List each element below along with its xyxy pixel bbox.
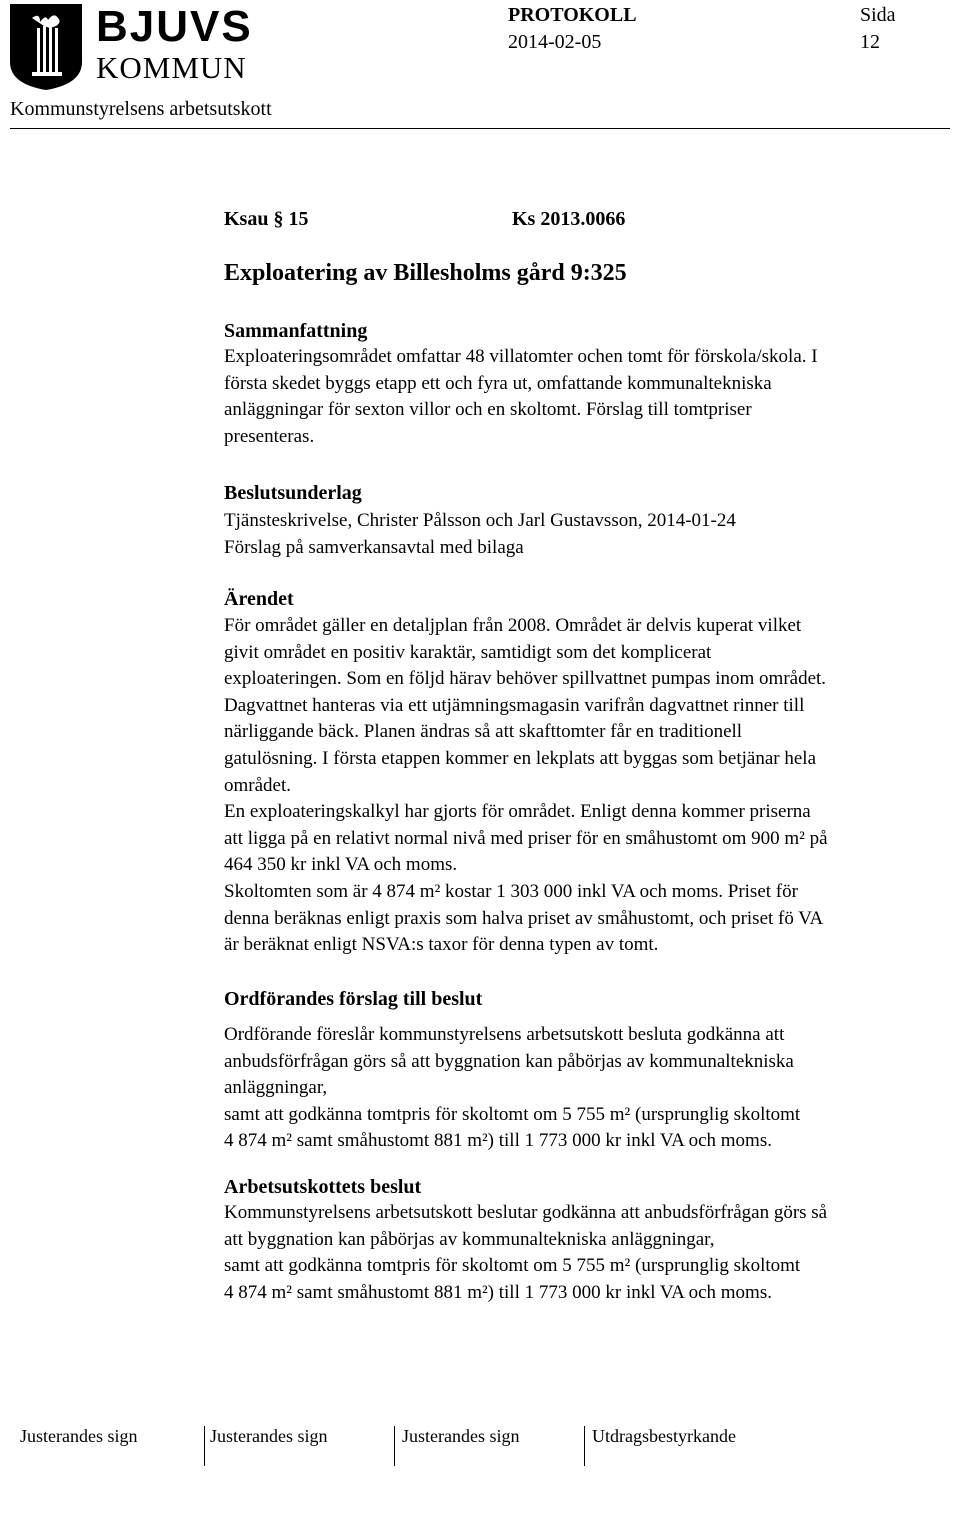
beslutsunderlag-heading: Beslutsunderlag [224, 482, 362, 504]
beslut-text [224, 1200, 827, 1306]
logo-wordmark-kommun: KOMMUN [96, 50, 247, 85]
ksau-reference: Ksau § 15 [224, 208, 309, 230]
text-line: 4 874 m² samt småhustomt 881 m²) till 1 773 000 kr inkl VA och moms. [224, 1281, 772, 1303]
signature-divider [204, 1426, 205, 1466]
text-line: första skedet byggs etapp ett och fyra ut, omfattande kommunaltekniska [224, 372, 772, 394]
beslutsunderlag-text [224, 508, 736, 561]
bjuvs-kommun-logo [10, 4, 255, 90]
text-line: gatulösning. I första etappen kommer en lekplats att byggas som betjänar hela [224, 747, 816, 769]
sammanfattning-heading: Sammanfattning [224, 320, 368, 342]
text-line: Kommunstyrelsens arbetsutskott beslutar godkänna att anbudsförfrågan görs så [224, 1202, 828, 1223]
text-line: givit området en positiv karaktär, samtidigt som det komplicerat [224, 641, 712, 663]
text-line: exploateringen. Som en följd härav behöver spillvattnet pumpas inom området. [224, 668, 827, 690]
committee-name: Kommunstyrelsens arbetsutskott [10, 98, 272, 120]
text-line: området. [224, 774, 292, 796]
beslut-heading: Arbetsutskottets beslut [224, 1176, 422, 1198]
text-line: Exploateringsområdet omfattar 48 villatomter ochen tomt för förskola/skola. I [224, 346, 818, 367]
text-line: Tjänsteskrivelse, Christer Pålsson och Jarl Gustavsson, 2014-01-24 [224, 510, 736, 531]
document-date: 2014-02-05 [508, 31, 602, 53]
text-line: 464 350 kr inkl VA och moms. [224, 854, 458, 876]
text-line: En exploateringskalkyl har gjorts för området. Enligt denna kommer priserna [224, 801, 811, 823]
logo-wordmark-bjuvs: BJUVS [96, 2, 253, 51]
header-divider [10, 128, 950, 129]
text-line: denna beräknas enligt praxis som halva priset av småhustomt, och priset fö VA [224, 907, 824, 929]
page-label: Sida [860, 4, 896, 26]
arendet-text [224, 613, 828, 959]
signature-divider [394, 1426, 395, 1466]
text-line: Skoltomten som är 4 874 m² kostar 1 303 000 inkl VA och moms. Priset för [224, 880, 798, 902]
text-line: Förslag på samverkansavtal med bilaga [224, 536, 524, 558]
signature-label: Justerandes sign [210, 1426, 328, 1446]
text-line: anläggningar för sexton villor och en skoltomt. Förslag till tomtpriser [224, 399, 752, 421]
page-number: 12 [860, 31, 880, 53]
text-line: För området gäller en detaljplan från 2008. Området är delvis kuperat vilket [224, 615, 802, 636]
text-line: närliggande bäck. Planen ändras så att skafttomter får en traditionell [224, 721, 743, 743]
ordforande-heading: Ordförandes förslag till beslut [224, 988, 483, 1010]
sammanfattning-text [224, 344, 818, 450]
signature-label: Utdragsbestyrkande [592, 1426, 736, 1446]
text-line: samt att godkänna tomtpris för skoltomt om 5 755 m² (ursprunglig skoltomt [224, 1255, 801, 1277]
text-line: är beräknat enligt NSVA:s taxor för denna typen av tomt. [224, 934, 659, 956]
text-line: anläggningar, [224, 1077, 328, 1099]
text-line: Dagvattnet hanteras via ett utjämningsmagasin varifrån dagvattnet rinner till [224, 694, 805, 716]
signature-label: Justerandes sign [20, 1426, 138, 1446]
text-line: presenteras. [224, 425, 315, 447]
signature-divider [584, 1426, 585, 1466]
text-line: anbudsförfrågan görs så att byggnation kan påbörjas av kommunaltekniska [224, 1050, 794, 1072]
municipality-emblem-icon [10, 4, 90, 90]
ordforande-text [224, 1022, 800, 1155]
document-type: PROTOKOLL [508, 4, 637, 26]
ks-reference: Ks 2013.0066 [512, 208, 626, 230]
text-line: att byggnation kan påbörjas av kommunaltekniska anläggningar, [224, 1228, 715, 1250]
signature-label: Justerandes sign [402, 1426, 520, 1446]
text-line: 4 874 m² samt småhustomt 881 m²) till 1 773 000 kr inkl VA och moms. [224, 1130, 772, 1152]
arendet-heading: Ärendet [224, 588, 294, 610]
text-line: Ordförande föreslår kommunstyrelsens arbetsutskott besluta godkänna att [224, 1024, 785, 1045]
page-title: Exploatering av Billesholms gård 9:325 [224, 260, 627, 286]
text-line: att ligga på en relativt normal nivå med priser för en småhustomt om 900 m² på [224, 827, 828, 849]
text-line: samt att godkänna tomtpris för skoltomt om 5 755 m² (ursprunglig skoltomt [224, 1103, 801, 1125]
